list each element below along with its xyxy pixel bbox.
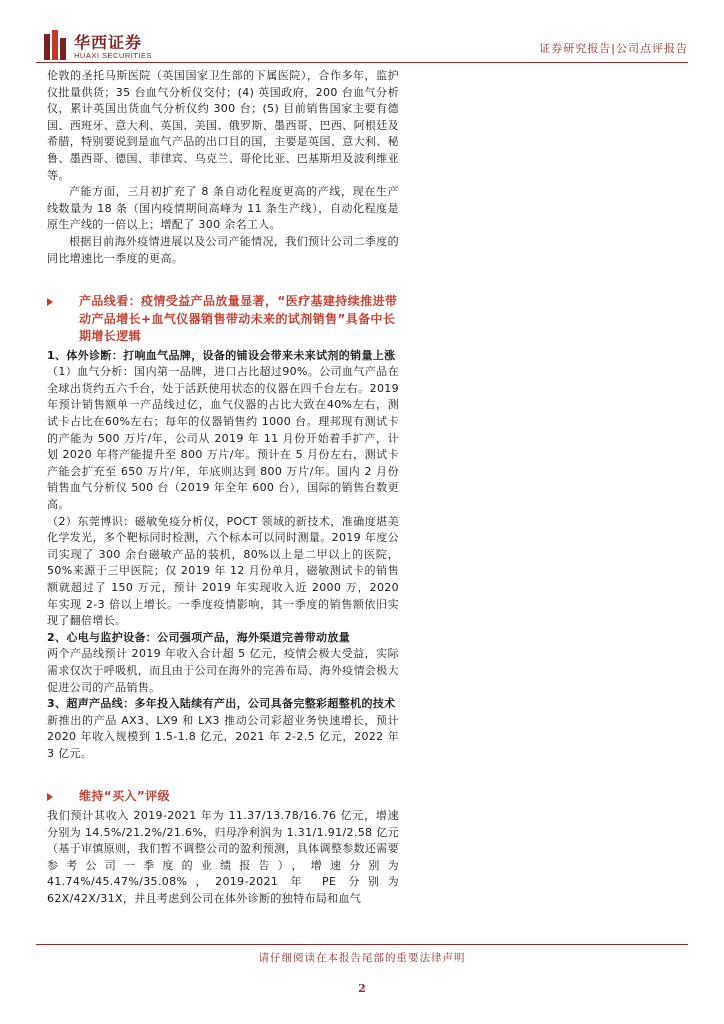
body-paragraph: 新推出的产品 AX3、LX9 和 LX3 推动公司彩超业务快速增长，预计 2020 年收入规模到 1.5-1.8 亿元，2021 年 2-2.5 亿元，2022 年 3 亿元。 [47, 713, 399, 760]
section-heading-product-lines: 产品线看：疫情受益产品放量显著，“医疗基建持续推进带动产品增长+血气仪器销售带动未来的试剂销售”具备中长期增长逻辑 [47, 293, 399, 346]
triangle-bullet-icon [47, 298, 53, 306]
body-paragraph: （2）东莞博识：磁敏免疫分析仪，POCT 领域的新技术，准确度堪美化学发光，多个靶标同时检测，六个标本可以同时测量。2019 年度公司实现了 300 余台磁敏产品的装机，80%以上是二甲以上的医院，50%来源于三甲医院；仅 2019 年 12 月份单月，磁敏测试卡的销售额就超过了 150 万元，预计 2019 年实现收入近 2000 万，2020 年实现 2-3 倍以上增长。一季度疫情影响，其一季度的销售额依旧实现了翻倍增长。 [47, 514, 399, 628]
body-paragraph: 根据目前海外疫情进展以及公司产能情况，我们预计公司二季度的同比增速比一季度的更高。 [47, 234, 399, 265]
body-paragraph: 产能方面，三月初扩充了 8 条自动化程度更高的产线，现在生产线数量为 18 条（国内疫情期间高峰为 11 条生产线），自动化程度是原生产线的一倍以上；增配了 300 余名工人。 [47, 185, 399, 232]
triangle-bullet-icon [47, 793, 53, 801]
report-body [47, 68, 399, 908]
legal-notice-footer: 请仔细阅读在本报告尾部的重要法律声明 [258, 952, 466, 964]
footer-divider [36, 944, 688, 945]
body-paragraph: 伦敦的圣托马斯医院（英国国家卫生部的下属医院），合作多年，监护仪批量供货；35 台血气分析仪交付；(4) 英国政府，200 台血气分析仪，累计英国出货血气分析仪约 300 台；(5) 目前销售国家主要有德国、西班牙、意大利、英国、美国、俄罗斯、墨西哥、巴西、阿根廷及希腊，特别要说到是血气产品的出口目的国，主要是英国、意大利、秘鲁、墨西哥、德国、菲律宾、乌克兰、哥伦比亚、巴基斯坦及波利维亚等。 [47, 69, 399, 182]
page-header [36, 24, 688, 64]
body-paragraph: （1）血气分析：国内第一品牌，进口占比超过90%。公司血气产品在全球出货约五六千台，处于活跃使用状态的仪器在四千台左右。2019 年预计销售额单一产品线过亿，血气仪器的占比大致在40%左右，测试卡占比在60%左右；每年的仪器销售约 1000 台。理邦现有测试卡的产能为 500 万片/年，公司从 2019 年 11 月份开始着手扩产，计划 2020 年将产能提升至 800 万片/年。预计在 5 月份左右，测试卡产能会扩充至 650 万片/年，年底则达到 800 万片/年。国内 2 月份销售血气分析仪 500 台（2019 年全年 600 台），国际的销售台数更高。 [47, 365, 399, 511]
body-paragraph: 我们预计其收入 2019-2021 年为 11.37/13.78/16.76 亿元，增速分别为 14.5%/21.2%/21.6%，归母净利润为 1.31/1.91/2.58 亿元（基于审慎原则，我们暂不调整公司的盈利预测，具体调整参数还需要参考公司一季度的业绩报告），增速分别为 41.74%/45.47%/35.08%，2019-2021 年 PE 分别为 62X/42X/31X，并且考虑到公司在体外诊断的独特布局和血气 [47, 808, 399, 905]
logo-name-en: HUAXI SECURITIES [74, 51, 153, 60]
huaxi-logo-icon [44, 30, 66, 60]
spacer [47, 267, 399, 289]
page-number: 2 [358, 982, 366, 995]
body-paragraph: 两个产品线预计 2019 年收入合计超 5 亿元，疫情会极大受益，实际需求仅次于呼吸机，而且由于公司在海外的完善布局、海外疫情会极大促进公司的产品销售。 [47, 647, 399, 694]
subsection-heading-ultrasound: 3、超声产品线：多年投入陆续有产出，公司具备完整彩超整机的技术 [47, 697, 396, 711]
report-type-label: 证券研究报告|公司点评报告 [539, 42, 688, 55]
section-heading-rating: 维持“买入”评级 [47, 788, 399, 806]
subsection-heading-ivd: 1、体外诊断：打响血气品牌，设备的铺设会带来未来试剂的销量上涨 [47, 348, 396, 362]
spacer [47, 762, 399, 784]
subsection-heading-ecg-monitor: 2、心电与监护设备：公司强项产品，海外渠道完善带动放量 [47, 630, 351, 644]
logo-name-cn: 华西证券 [74, 33, 143, 52]
header-divider [36, 62, 688, 63]
